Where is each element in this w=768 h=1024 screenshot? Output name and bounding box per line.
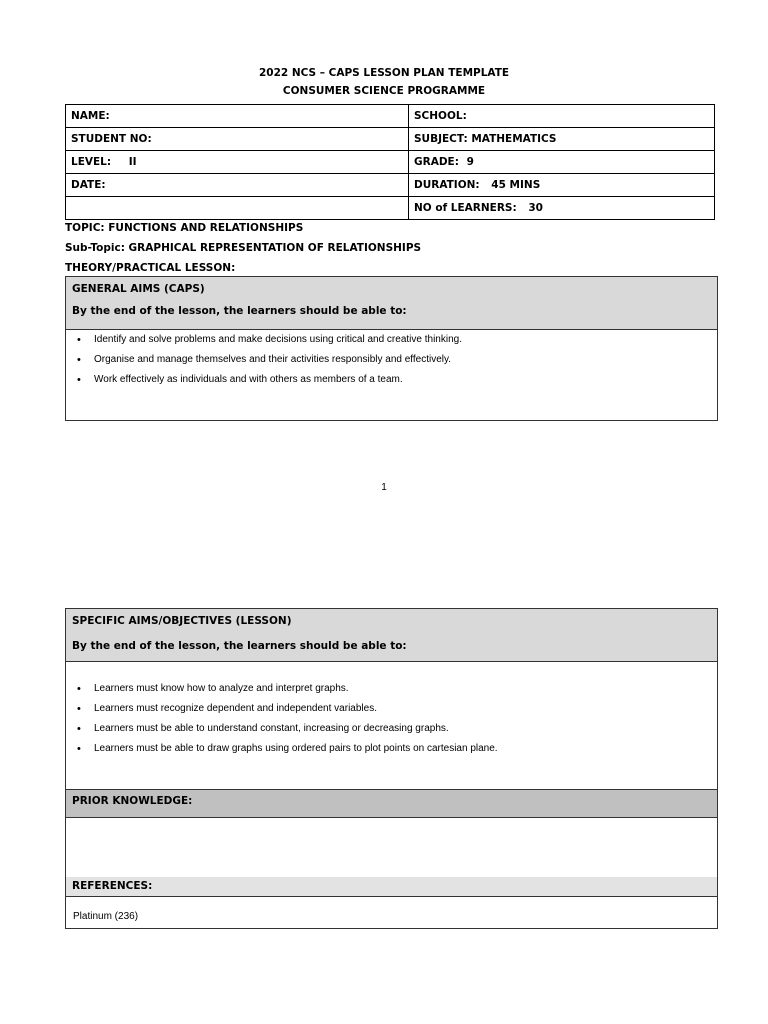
prior-knowledge-heading: PRIOR KNOWLEDGE:: [72, 795, 193, 807]
sub-topic-text: Sub-Topic: GRAPHICAL REPRESENTATION OF RELATIONSHIPS: [65, 242, 422, 254]
table-row: [66, 128, 715, 151]
list-item: • Organise and manage themselves and their activities responsibly and effectively.: [94, 350, 717, 370]
list-item: • Learners must know how to analyze and interpret graphs.: [94, 679, 717, 699]
references-header: [66, 877, 717, 897]
grade-label: GRADE:: [414, 156, 459, 168]
general-aims-body: [66, 329, 717, 390]
school-cell: [409, 105, 715, 128]
specific-aims-heading: SPECIFIC AIMS/OBJECTIVES (LESSON): [72, 615, 292, 627]
student-no-cell: [66, 128, 409, 151]
lesson-type-text: THEORY/PRACTICAL LESSON:: [65, 262, 236, 274]
references-heading: REFERENCES:: [72, 880, 153, 892]
learners-cell: [409, 197, 715, 220]
duration-value: 45 MINS: [491, 179, 541, 191]
grade-value: 9: [466, 156, 474, 168]
name-cell: [66, 105, 409, 128]
list-item: • Learners must recognize dependent and independent variables.: [94, 699, 717, 719]
general-aims-heading: GENERAL AIMS (CAPS): [72, 283, 205, 295]
lesson-info-table: [65, 104, 715, 220]
specific-aims-header: [66, 609, 717, 662]
topic-text: TOPIC: FUNCTIONS AND RELATIONSHIPS: [65, 222, 304, 234]
list-item: • Learners must be able to draw graphs using ordered pairs to plot points on cartesian plane.: [94, 739, 717, 759]
duration-cell: [409, 174, 715, 197]
table-row: [66, 105, 715, 128]
level-cell: [66, 151, 409, 174]
references-body: [66, 897, 717, 922]
subject-label: SUBJECT: MATHEMATICS: [414, 133, 557, 145]
learners-label: NO of LEARNERS:: [414, 202, 517, 214]
grade-cell: [409, 151, 715, 174]
programme-title: CONSUMER SCIENCE PROGRAMME: [282, 85, 486, 97]
table-row: [66, 151, 715, 174]
table-row: [66, 174, 715, 197]
duration-label: DURATION:: [414, 179, 480, 191]
list-item: • Learners must be able to understand constant, increasing or decreasing graphs.: [94, 719, 717, 739]
general-aims-header: [66, 277, 717, 329]
references-text: Platinum (236): [73, 911, 139, 922]
learners-value: 30: [528, 202, 543, 214]
name-label: NAME:: [71, 110, 110, 122]
date-label: DATE:: [71, 179, 106, 191]
specific-aims-list: [66, 679, 717, 759]
document-title: 2022 NCS – CAPS LESSON PLAN TEMPLATE: [258, 67, 510, 79]
general-aims-list: [66, 330, 717, 390]
level-label: LEVEL:: [71, 156, 112, 168]
student-no-label: STUDENT NO:: [71, 133, 152, 145]
date-cell: [66, 174, 409, 197]
prior-knowledge-header: [66, 789, 717, 818]
list-item: • Identify and solve problems and make decisions using critical and creative thinking.: [94, 330, 717, 350]
prior-knowledge-body: [66, 818, 717, 877]
specific-aims-intro: By the end of the lesson, the learners should be able to:: [72, 640, 407, 652]
school-label: SCHOOL:: [414, 110, 467, 122]
list-item: • Work effectively as individuals and with others as members of a team.: [94, 370, 717, 390]
level-value: II: [128, 156, 137, 168]
subject-cell: [409, 128, 715, 151]
general-aims-box: [65, 276, 718, 421]
specific-aims-body: [66, 662, 717, 789]
page-number: 1: [381, 482, 387, 493]
table-row: [66, 197, 715, 220]
specific-aims-box: [65, 608, 718, 929]
empty-cell: [66, 197, 409, 220]
general-aims-intro: By the end of the lesson, the learners should be able to:: [72, 305, 407, 317]
